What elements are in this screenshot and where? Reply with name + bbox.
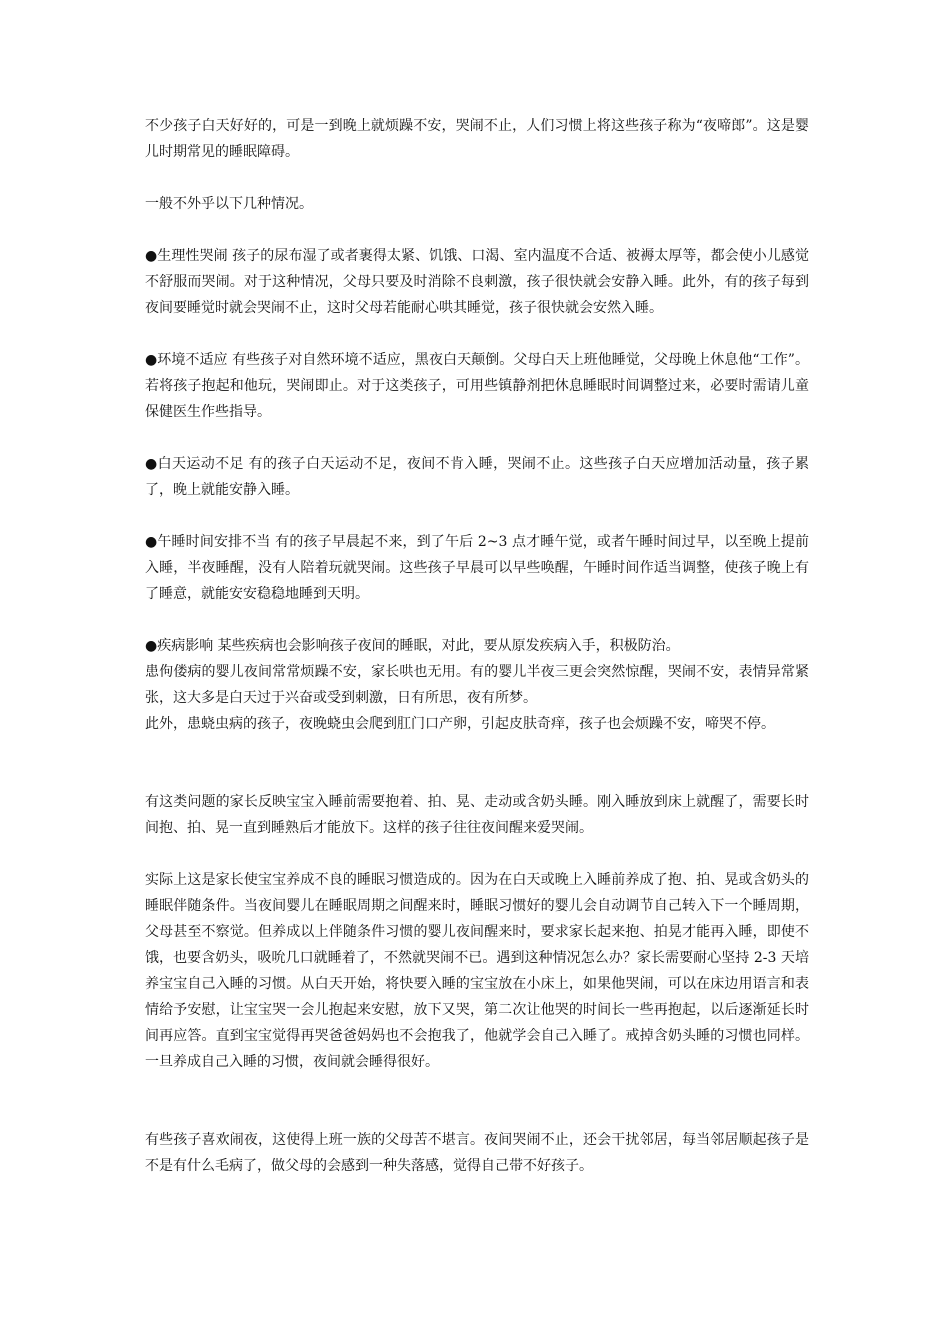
- paragraph-overview: 一般不外乎以下几种情况。: [145, 196, 313, 212]
- paragraph-physiological-crying: ●生理性哭闹 孩子的尿布湿了或者裹得太紧、饥饿、口渴、室内温度不合适、被褥太厚等，都会使小儿感觉不舒服而哭闹。对于这种情况，父母只要及时消除不良刺激，孩子很快就会安静入睡。此外，有的孩子每到夜间要睡觉时就会哭闹不止，这时父母若能耐心哄其睡觉，孩子很快就会安然入睡。: [145, 248, 809, 316]
- paragraph-exercise: ●白天运动不足 有的孩子白天运动不足，夜间不肯入睡，哭闹不止。这些孩子白天应增加活动量，孩子累了，晚上就能安静入睡。: [145, 456, 809, 498]
- document-body: [145, 113, 809, 1179]
- paragraph-rickets: 患佝偻病的婴儿夜间常常烦躁不安，家长哄也无用。有的婴儿半夜三更会突然惊醒，哭闹不安，表情异常紧张，这大多是白天过于兴奋或受到刺激，日有所思，夜有所梦。: [145, 664, 809, 706]
- paragraph-nap-schedule: ●午睡时间安排不当 有的孩子早晨起不来，到了午后 2~3 点才睡午觉，或者午睡时间过早，以至晚上提前入睡，半夜睡醒，没有人陪着玩就哭闹。这些孩子早晨可以早些唤醒，午睡时间作适当调整，使孩子晚上有了睡意，就能安安稳稳地睡到天明。: [145, 534, 809, 602]
- paragraph-disease: ●疾病影响 某些疾病也会影响孩子夜间的睡眠，对此，要从原发疾病入手，积极防治。: [145, 638, 680, 654]
- paragraph-environment: ●环境不适应 有些孩子对自然环境不适应，黑夜白天颠倒。父母白天上班他睡觉，父母晚上休息他“工作”。若将孩子抱起和他玩，哭闹即止。对于这类孩子，可用些镇静剂把休息睡眠时间调整过来，必要时需请儿童保健医生作些指导。: [145, 352, 809, 420]
- paragraph-intro: 不少孩子白天好好的，可是一到晚上就烦躁不安，哭闹不止，人们习惯上将这些孩子称为“夜啼郎”。这是婴儿时期常见的睡眠障碍。: [145, 118, 809, 160]
- paragraph-pinworm: 此外，患蛲虫病的孩子，夜晚蛲虫会爬到肛门口产卵，引起皮肤奇痒，孩子也会烦躁不安，啼哭不停。: [145, 716, 775, 732]
- paragraph-night-crying: 有些孩子喜欢闹夜，这使得上班一族的父母苦不堪言。夜间哭闹不止，还会干扰邻居，每当邻居顺起孩子是不是有什么毛病了，做父母的会感到一种失落感，觉得自己带不好孩子。: [145, 1132, 809, 1174]
- paragraph-sleep-training: 实际上这是家长使宝宝养成不良的睡眠习惯造成的。因为在白天或晚上入睡前养成了抱、拍、晃或含奶头的睡眠伴随条件。当夜间婴儿在睡眠周期之间醒来时，睡眠习惯好的婴儿会自动调节自己转入下一个睡周期，父母甚至不察觉。但养成以上伴随条件习惯的婴儿夜间醒来时，要求家长起来抱、拍晃才能再入睡，即使不饿，也要含奶头，吸吮几口就睡着了，不然就哭闹不已。遇到这种情况怎么办？家长需要耐心坚持 2-3 天培养宝宝自己入睡的习惯。从白天开始，将快要入睡的宝宝放在小床上，如果他哭闹，可以在床边用语言和表情给予安慰，让宝宝哭一会儿抱起来安慰，放下又哭，第二次让他哭的时间长一些再抱起，以后逐渐延长时间再应答。直到宝宝觉得再哭爸爸妈妈也不会抱我了，他就学会自己入睡了。戒掉含奶头睡的习惯也同样。一旦养成自己入睡的习惯，夜间就会睡得很好。: [145, 872, 809, 1070]
- paragraph-sleep-habits: 有这类问题的家长反映宝宝入睡前需要抱着、拍、晃、走动或含奶头睡。刚入睡放到床上就醒了，需要长时间抱、拍、晃一直到睡熟后才能放下。这样的孩子往往夜间醒来爱哭闹。: [145, 794, 809, 836]
